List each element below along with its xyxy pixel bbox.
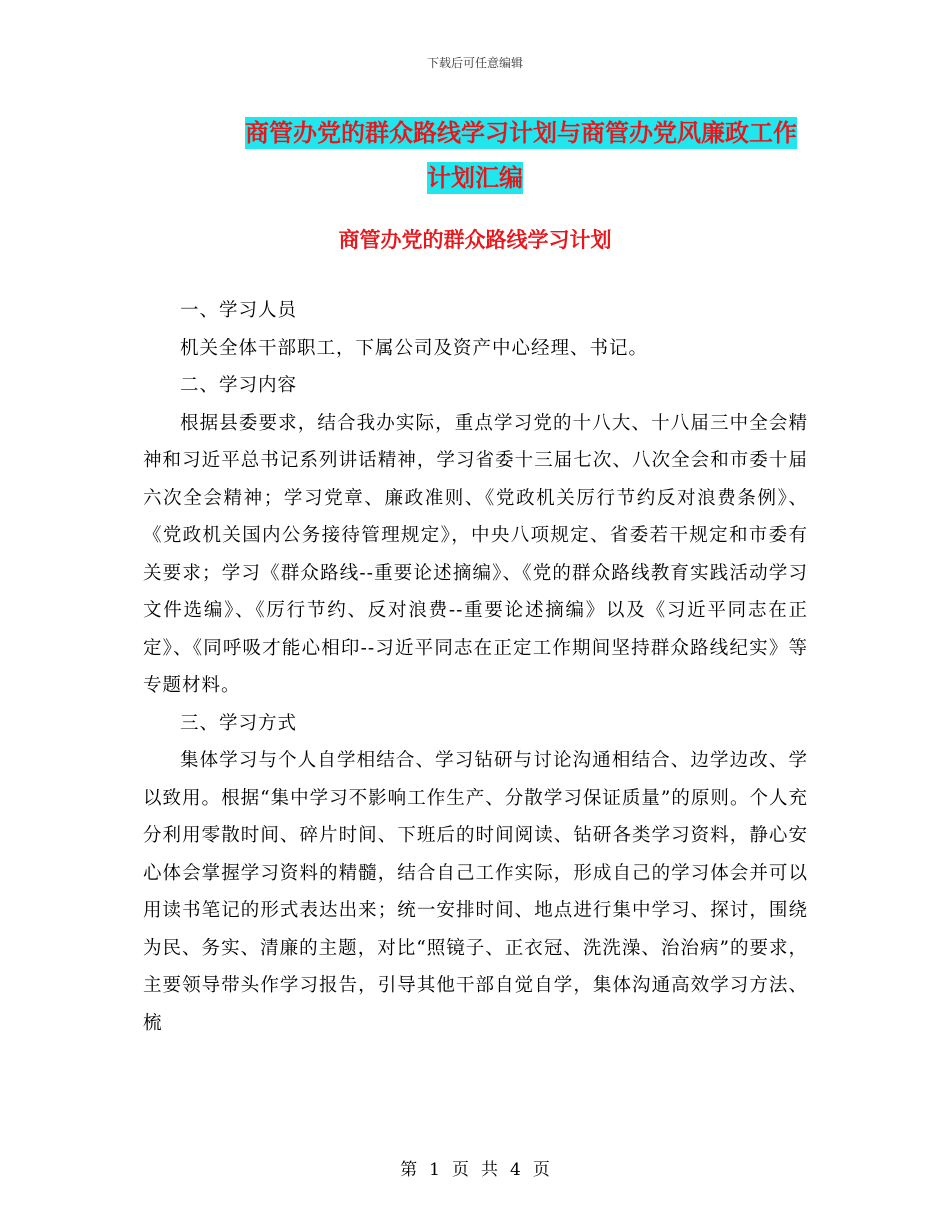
document-title-line-2-text: 计划汇编 — [427, 164, 523, 192]
document-title-line-1-text: 商管办党的群众路线学习计划与商管办党风廉政工作 — [245, 119, 797, 147]
footer-suffix: 页 — [532, 1160, 550, 1180]
document-title-line-1 — [46, 113, 950, 148]
heading-study-personnel: 一、学习人员 — [180, 300, 298, 321]
paragraph-study-method: 集体学习与个人自学相结合、学习钻研与讨论沟通相结合、边学边改、学以致用。根据“集中学习不影响工作生产、分散学习保证质量”的原则。个人充分利用零散时间、碎片时间、下班后的时间阅读、钻研各类学习资料，静心安心体会掌握学习资料的精髓，结合自己工作实际，形成自己的学习体会并可以用读书笔记的形式表达出来；统一安排时间、地点进行集中学习、探讨，围绕为民、务实、清廉的主题，对比“照镜子、正衣冠、洗洗澡、治治病”的要求，主要领导带头作学习报告，引导其他干部自觉自学，集体沟通高效学习方法、梳 — [143, 750, 808, 1034]
footer-page-number: 1 — [429, 1160, 440, 1180]
footer-prefix: 第 — [400, 1160, 418, 1180]
document-body — [143, 292, 808, 1042]
document-title-line-2 — [0, 158, 950, 193]
footer-total-word: 共 — [481, 1160, 498, 1180]
heading-study-method: 三、学习方式 — [180, 712, 298, 734]
section-title: 商管办党的群众路线学习计划 — [338, 228, 612, 252]
paragraph-study-content: 根据县委要求，结合我办实际，重点学习党的十八大、十八届三中全会精神和习近平总书记系列讲话精神，学习省委十三届七次、八次全会和市委十届六次全会精神；学习党章、廉政准则、《党政机关厉行节约反对浪费条例》、《党政机关国内公务接待管理规定》，中央八项规定、省委若干规定和市委有关要求；学习《群众路线--重要论述摘编》、《党的群众路线教育实践活动学习文件选编》、《厉行节约、反对浪费--重要论述摘编》以及《习近平同志在正定》、《同呼吸才能心相印--习近平同志在正定工作期间坚持群众路线纪实》等专题材料。 — [143, 412, 808, 696]
footer-total-pages: 4 — [510, 1160, 521, 1180]
page-footer — [0, 1155, 950, 1180]
heading-study-content: 二、学习内容 — [180, 375, 298, 396]
paragraph-study-personnel: 机关全体干部职工，下属公司及资产中心经理、书记。 — [180, 337, 649, 359]
header-note: 下载后可任意编辑 — [426, 56, 523, 70]
footer-page-word: 页 — [452, 1160, 469, 1180]
